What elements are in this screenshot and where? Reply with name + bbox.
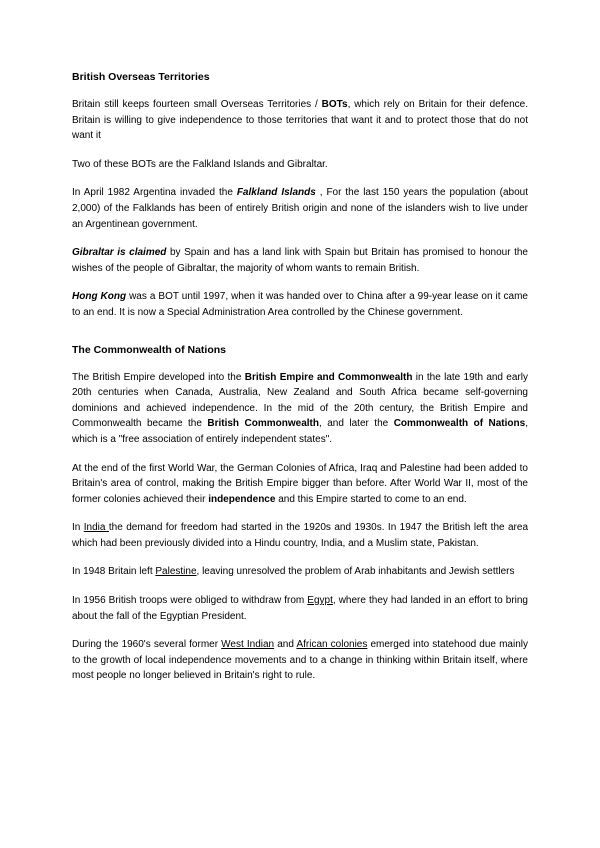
paragraph-world-wars: At the end of the first World War, the German Colonies of Africa, Iraq and Palestine had been added to Britain's area of control, making the British Empire bigger than before. After World War II, most of the former colonies achieved their independence and this Empire started to come to an end. (72, 462, 528, 505)
section-heading-commonwealth: The Commonwealth of Nations (72, 343, 227, 356)
paragraph-gibraltar: Gibraltar is claimed by Spain and has a land link with Spain but Britain has promised to honour the wishes of the people of Gibraltar, the majority of whom wants to remain British. (72, 247, 528, 274)
paragraph-1960s-independence: During the 1960's several former West Indian and African colonies emerged into statehood due mainly to the growth of local independence movements and to a change in thinking within Britain itself, where most people no longer believed in Britain's right to rule. (72, 639, 528, 682)
paragraph-egypt: In 1956 British troops were obliged to withdraw from Egypt, where they had landed in an effort to bring about the fall of the Egyptian President. (72, 595, 528, 622)
paragraph-bots-intro: Britain still keeps fourteen small Overseas Territories / BOTs, which rely on Britain for their defence. Britain is willing to give independence to those territories that want it and to protect those that do not want it (72, 99, 528, 142)
paragraph-commonwealth-development: The British Empire developed into the British Empire and Commonwealth in the late 19th and early 20th centuries when Canada, Australia, New Zealand and South Africa became self-governing dominions and achieved independence. In the mid of the 20th century, the British Empire and Commonwealth became the British Commonwealth, and later the Commonwealth of Nations, which is a "free association of entirely independent states". (72, 371, 528, 445)
paragraph-falkland-gibraltar: Two of these BOTs are the Falkland Islands and Gibraltar. (72, 158, 328, 170)
paragraph-palestine: In 1948 Britain left Palestine, leaving unresolved the problem of Arab inhabitants and Jewish settlers (72, 566, 515, 578)
paragraph-hong-kong: Hong Kong was a BOT until 1997, when it was handed over to China after a 99-year lease on it came to an end. It is now a Special Administration Area controlled by the Chinese government. (72, 291, 528, 318)
paragraph-india: In India the demand for freedom had started in the 1920s and 1930s. In 1947 the British left the area which had been previously divided into a Hindu country, India, and a Muslim state, Pakistan. (72, 522, 529, 549)
paragraph-falkland-invasion: In April 1982 Argentina invaded the Falkland Islands , For the last 150 years the population (about 2,000) of the Falklands has been of entirely British origin and none of the islanders wish to live under an Argentinean government. (72, 187, 528, 230)
document-page (72, 70, 528, 697)
section-heading-overseas-territories: British Overseas Territories (72, 71, 210, 83)
